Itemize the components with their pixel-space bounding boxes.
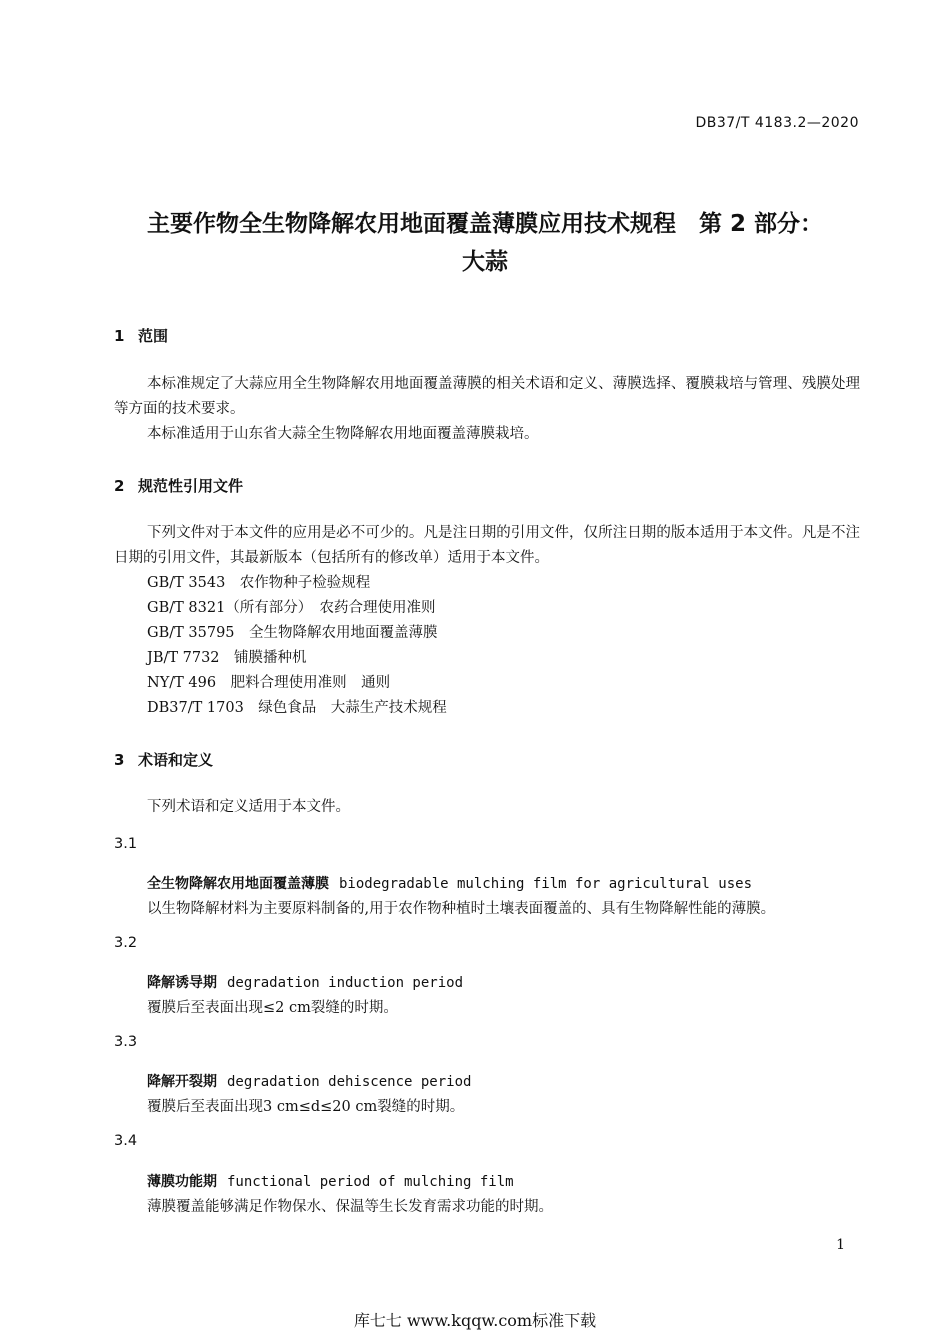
- reference-item: DB37/T 1703 绿色食品 大蒜生产技术规程: [147, 700, 447, 716]
- term-heading: [147, 1171, 514, 1191]
- term-english: degradation induction period: [227, 975, 464, 991]
- section-2-heading: [114, 475, 243, 496]
- term-chinese: 降解开裂期: [147, 1074, 217, 1090]
- reference-item: GB/T 8321（所有部分） 农药合理使用准则: [147, 600, 436, 616]
- document-title: [100, 205, 870, 281]
- section-title: 规范性引用文件: [138, 477, 244, 495]
- reference-item: JB/T 7732 铺膜播种机: [147, 650, 307, 666]
- section-2-paragraph-1: 下列文件对于本文件的应用是必不可少的。凡是注日期的引用文件，仅所注日期的版本适用于本文件。凡是不注日期的引用文件，其最新版本（包括所有的修改单）适用于本文件。: [114, 525, 860, 566]
- term-heading: [147, 972, 463, 992]
- reference-item: NY/T 496 肥料合理使用准则 通则: [147, 675, 391, 691]
- term-definition: 以生物降解材料为主要原料制备的,用于农作物种植时土壤表面覆盖的、具有生物降解性能的薄膜。: [147, 901, 776, 917]
- term-heading: [147, 873, 752, 893]
- term-chinese: 薄膜功能期: [147, 1174, 217, 1190]
- term-definition: 覆膜后至表面出现3 cm≤d≤20 cm裂缝的时期。: [147, 1099, 465, 1115]
- section-number: 3: [114, 751, 125, 769]
- term-chinese: 全生物降解农用地面覆盖薄膜: [147, 876, 329, 892]
- term-number: 3.3: [114, 1034, 138, 1050]
- title-line-2: 大蒜: [462, 249, 508, 275]
- standard-code: DB37/T 4183.2—2020: [695, 115, 859, 131]
- page-number: 1: [836, 1237, 845, 1253]
- term-definition: 覆膜后至表面出现≤2 cm裂缝的时期。: [147, 1000, 398, 1016]
- term-english: biodegradable mulching film for agricultural uses: [339, 876, 753, 892]
- title-line-1: 主要作物全生物降解农用地面覆盖薄膜应用技术规程 第 2 部分：: [146, 211, 824, 237]
- section-1-heading: [114, 325, 168, 346]
- section-1-paragraph-1: 本标准规定了大蒜应用全生物降解农用地面覆盖薄膜的相关术语和定义、薄膜选择、覆膜栽培与管理、残膜处理等方面的技术要求。: [114, 376, 860, 417]
- term-number: 3.2: [114, 935, 138, 951]
- term-heading: [147, 1071, 471, 1091]
- term-english: degradation dehiscence period: [227, 1074, 472, 1090]
- section-1-paragraph-2: 本标准适用于山东省大蒜全生物降解农用地面覆盖薄膜栽培。: [147, 426, 539, 442]
- reference-item: GB/T 35795 全生物降解农用地面覆盖薄膜: [147, 625, 438, 641]
- term-number: 3.1: [114, 836, 138, 852]
- term-chinese: 降解诱导期: [147, 975, 217, 991]
- footer-watermark: 库七七 www.kqqw.com标准下载: [353, 1311, 597, 1330]
- term-english: functional period of mulching film: [227, 1174, 514, 1190]
- section-title: 术语和定义: [138, 751, 214, 769]
- section-title: 范围: [138, 327, 169, 345]
- section-number: 2: [114, 477, 125, 495]
- term-definition: 薄膜覆盖能够满足作物保水、保温等生长发育需求功能的时期。: [147, 1199, 553, 1215]
- reference-item: GB/T 3543 农作物种子检验规程: [147, 575, 371, 591]
- term-number: 3.4: [114, 1133, 138, 1149]
- section-number: 1: [114, 327, 125, 345]
- section-3-paragraph-1: 下列术语和定义适用于本文件。: [147, 799, 350, 815]
- section-3-heading: [114, 749, 213, 770]
